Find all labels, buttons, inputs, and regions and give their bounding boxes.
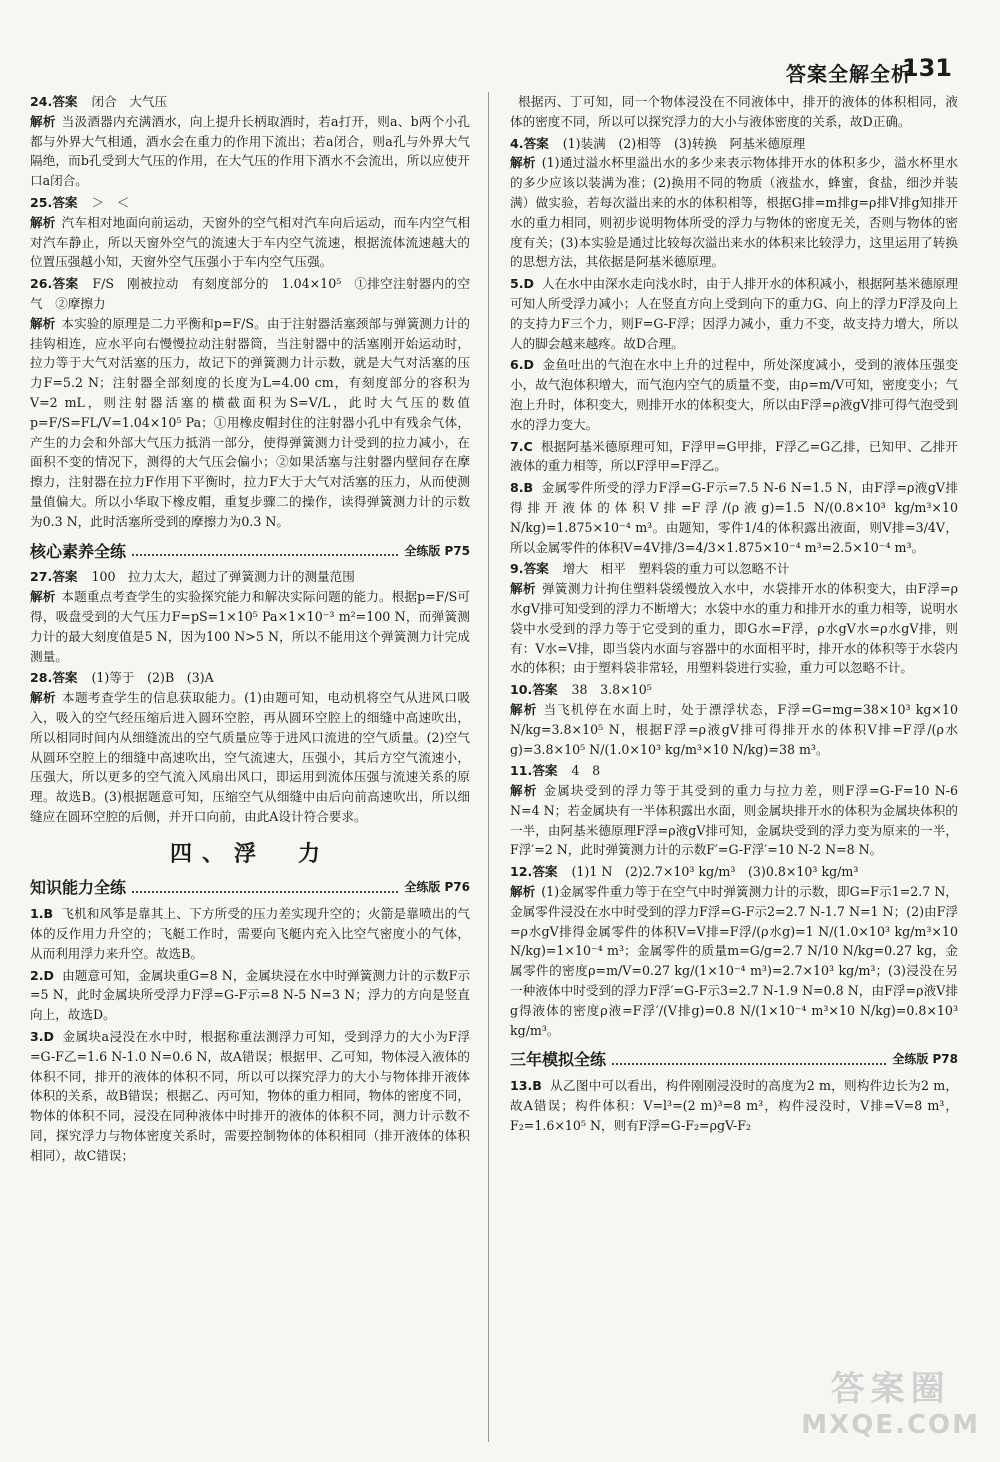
section-header-simulation	[510, 1050, 958, 1070]
header-title: 答案全解全析	[786, 62, 912, 86]
analysis-body: 当飞机停在水面上时，处于漂浮状态，F浮=G=mg=38×10³ kg×10 N/kg=3.8×10⁵ N，根据F浮=ρ液gV排可得排开水的体积V排=F浮/(ρ水g)=3.8×10⁵ N/(1.0×10³ kg/m³×10 N/kg)=38 m³。	[510, 701, 958, 757]
question-number: 12.	[510, 864, 533, 880]
answer-label: 答案	[52, 194, 78, 210]
analysis-text	[30, 112, 470, 191]
question-number: 11.	[510, 763, 533, 779]
analysis-text	[30, 314, 470, 532]
left-bottom-items	[30, 904, 470, 1165]
answer-text: ＞ ＜	[91, 194, 130, 210]
analysis-label: 解析	[30, 315, 56, 331]
question-number: 6.D	[510, 357, 535, 373]
answer-item	[510, 92, 958, 132]
answer-line	[30, 668, 470, 688]
watermark-logo	[801, 1361, 980, 1440]
answer-text: 闭合 大气压	[91, 94, 168, 109]
answer-text: 100 拉力太大，超过了弹簧测力计的测量范围	[91, 569, 355, 585]
answer-label: 答案	[523, 561, 549, 577]
answer-text: (1)1 N (2)2.7×10³ kg/m³ (3)0.8×10³ kg/m³	[571, 864, 859, 880]
answer-item	[30, 966, 470, 1025]
section-title: 核心素养全练	[30, 541, 127, 561]
analysis-text	[510, 153, 958, 272]
page-header	[0, 52, 1000, 86]
answer-item	[30, 1027, 470, 1166]
question-number: 1.B	[30, 906, 54, 922]
question-number: 25.	[30, 194, 53, 210]
page-number: 131	[901, 54, 952, 82]
answer-item	[510, 761, 958, 860]
answer-item	[30, 567, 470, 666]
question-number: 7.C	[510, 438, 533, 454]
answer-line	[30, 274, 470, 314]
analysis-text	[510, 781, 958, 860]
answer-body: 根据阿基米德原理可知，F浮甲=G甲排，F浮乙=G乙排，已知甲、乙排开液体的重力相等，所以F浮甲=F浮乙。	[510, 438, 958, 474]
column-divider	[488, 92, 489, 1442]
answer-item	[30, 193, 470, 272]
analysis-label: 解析	[30, 113, 56, 129]
answer-item	[510, 559, 958, 678]
answer-line	[510, 134, 958, 154]
answer-text: F/S 刚被拉动 有刻度部分的 1.04×10⁵ ①排空注射器内的空气 ②摩擦力	[30, 276, 470, 311]
analysis-label: 解析	[30, 214, 56, 230]
analysis-body: 本题考查学生的信息获取能力。(1)由题可知，电动机将空气从进风口吸入，吸入的空气经压缩后进入圆环空腔，再从圆环空腔上的细缝中高速吹出，所以相同时间内从细缝流出的空气质量应等于进风口流进的空气质量。(2)空气从圆环空腔上的细缝中高速吹出，空气流速大，压强小，其后方空气流速小，压强大，所以更多的空气流入风扇出风口，即运用到流体压强与流速关系的原理。故选B。(3)根据题意可知，压缩空气从细缝中由后向前高速吹出，所以细缝应在圆环空腔的后侧，并开口向前，由此A设计符合要求。	[30, 690, 471, 824]
answer-item	[510, 862, 958, 1040]
analysis-text	[30, 688, 470, 827]
answer-item	[510, 355, 958, 434]
answer-paragraph	[510, 437, 958, 477]
section-ref: 全练版 P78	[892, 1052, 958, 1067]
right-top-items	[510, 92, 958, 1040]
analysis-label: 解析	[30, 690, 57, 706]
analysis-label: 解析	[510, 701, 538, 717]
analysis-label: 解析	[510, 581, 536, 597]
section-ref: 全练版 P76	[404, 880, 470, 895]
section-header-core	[30, 542, 470, 562]
answer-paragraph	[510, 1076, 958, 1135]
answer-line	[30, 193, 470, 213]
analysis-body: (1)通过溢水杯里溢出水的多少来表示物体排开水的体积多少，溢水杯里水的多少应该以装满为准；(2)换用不同的物质（液盐水，蜂蜜，食盐，细沙并装满）做实验，若每次溢出来的水的体积相等，根据G排=m排g=ρ排V排g知排开水的重力相同，则初步说明物体所受的浮力与物体的密度无关，否则与物体的密度有关；(3)本实验是通过比较每次溢出来水的体积来比较浮力，这里运用了转换的思想方法，其依据是阿基米德原理。	[510, 155, 959, 270]
answer-paragraph	[510, 355, 958, 434]
answer-body: 根据丙、丁可知，同一个物体浸没在不同液体中，排开的液体的体积相同，液体的密度不同，所以可以探究浮力的大小与液体密度的关系，故D正确。	[510, 94, 958, 129]
analysis-body: 汽车相对地面向前运动，天窗外的空气相对汽车向后运动，而车内空气相对汽车静止，所以天窗外空气的流速大于车内空气流速，根据流体流速越大的位置压强越小知，天窗外空气压强小于车内空气压强。	[30, 214, 471, 270]
chapter-title: 四、浮 力	[169, 841, 330, 867]
question-number: 4.	[510, 135, 524, 151]
analysis-body: 本实验的原理是二力平衡和p=F/S。由于注射器活塞颈部与弹簧测力计的挂钩相连，应水平向右慢慢拉动注射器筒，当注射器中的活塞刚开始运动时，拉力等于大气对活塞的压力，故记下的弹簧测力计示数，就是大气对活塞的压力F=5.2 N；注射器全部刻度的长度为L=4.00 cm，有刻度部分的容积为V=2 mL，则注射器活塞的横截面积为S=V/L，此时大气压的数值p=F/S=FL/V=1.04×10⁵ Pa；①用橡皮帽封住的注射器小孔中有残余气体，产生的力会和外部大气压力抵消一部分，使得弹簧测力计受到的拉力减小，在面积不变的情况下，测得的大气压会偏小；②如果活塞与注射器内壁间存在摩擦力，注射器在拉力F作用下平衡时，拉力F大于大气对活塞的压力，从而使测量值偏大。所以小华取下橡皮帽，重复步骤二的操作，读得弹簧测力计的示数为0.3 N，此时活塞所受到的摩擦力为0.3 N。	[30, 315, 470, 529]
answer-paragraph	[30, 904, 470, 963]
answer-item	[510, 680, 958, 759]
left-top-items	[30, 92, 470, 532]
answer-paragraph	[510, 92, 958, 132]
question-number: 10.	[510, 682, 533, 698]
answer-body: 人在水中由深水走向浅水时，由于人排开水的体积减小，根据阿基米德原理可知人所受浮力减小；人在竖直方向上受到向下的重力G、向上的浮力F浮及向上的支持力F三个力，则F=G-F浮；因浮力减小，重力不变，故支持力增大，所以人的脚会越来越疼。故D合理。	[510, 276, 958, 351]
analysis-text	[510, 882, 958, 1040]
answer-body: 金属零件所受的浮力F浮=G-F示=7.5 N-6 N=1.5 N，由F浮=ρ液gV排得排开液体的体积V排=F浮/(ρ液g)=1.5 N/(0.8×10³ kg/m³×10 N/kg)=1.875×10⁻⁴ m³。由题知，零件1/4的体积露出液面，则V排=3/4V，所以金属零件的体积V=4V排/3=4/3×1.875×10⁻⁴ m³=2.5×10⁻⁴ m³。	[510, 480, 958, 555]
answer-line	[510, 680, 958, 700]
analysis-text	[510, 700, 958, 759]
left-mid-items	[30, 567, 470, 826]
question-number: 24.	[30, 94, 53, 109]
answer-label: 答案	[523, 135, 549, 151]
answer-item	[30, 92, 470, 191]
answer-text: 4 8	[571, 763, 601, 779]
answer-line	[510, 559, 958, 579]
answer-line	[30, 567, 470, 587]
section-header-knowledge	[30, 878, 470, 898]
answer-label: 答案	[52, 569, 78, 585]
question-number: 28.	[30, 670, 53, 686]
analysis-label: 解析	[510, 155, 536, 171]
question-number: 9.	[510, 561, 524, 577]
answer-text: (1)装满 (2)相等 (3)转换 阿基米德原理	[562, 135, 806, 151]
answer-label: 答案	[532, 864, 558, 880]
question-number: 13.B	[510, 1078, 542, 1094]
section-dots	[132, 554, 398, 556]
answer-line	[510, 761, 958, 781]
answer-paragraph	[510, 478, 958, 557]
answer-item	[30, 904, 470, 963]
question-number: 26.	[30, 276, 53, 292]
answer-item	[510, 437, 958, 477]
answer-item	[510, 1076, 958, 1135]
right-bottom-items	[510, 1076, 958, 1135]
question-number: 3.D	[30, 1029, 55, 1045]
watermark-line1: 答案圈	[830, 1369, 951, 1409]
analysis-label: 解析	[510, 884, 536, 900]
answer-label: 答案	[52, 94, 78, 109]
analysis-body: (1)金属零件重力等于在空气中时弹簧测力计的示数，即G=F示1=2.7 N，金属零件浸没在水中时受到的浮力F浮=G-F示2=2.7 N-1.7 N=1 N；(2)由F浮=ρ水gV排得金属零件的体积V=V排=F浮/(ρ水g)=1 N/(1.0×10³ kg/m³×10 N/kg)=1×10⁻⁴ m³；金属零件的质量m=G/g=2.7 N/10 N/kg=0.27 kg，金属零件的密度ρ=m/V=0.27 kg/(1×10⁻⁴ m³)=2.7×10³ kg/m³；(3)浸没在另一种液体中时受到的浮力F浮′=G-F示3=2.7 N-1.9 N=0.8 N，由F浮=ρ液V排g得液体的密度ρ液=F浮′/(V排g)=0.8 N/(1×10⁻⁴ m³×10 N/kg)=0.8×10³ kg/m³。	[510, 884, 958, 1038]
answer-label: 答案	[52, 670, 78, 686]
section-title: 知识能力全练	[30, 878, 127, 898]
answer-body: 从乙图中可以看出，构件刚刚浸没时的高度为2 m，则构件边长为2 m，故A错误；构件体积：V=l³=(2 m)³=8 m³，构件浸没时，V排=V=8 m³，F₂=1.6×10⁵ N，则有F浮=G-F₂=ρgV-F₂	[510, 1078, 958, 1133]
analysis-body: 本题重点考查学生的实验探究能力和解决实际问题的能力。根据p=F/S可得，吸盘受到的大气压力F=pS=1×10⁵ Pa×1×10⁻³ m²=100 N，而弹簧测力计的最大刻度值是5 N，因为100 N>5 N，所以不能用这个弹簧测力计完成测量。	[30, 589, 470, 664]
question-number: 2.D	[30, 967, 55, 983]
analysis-body: 当汲酒器内充满酒水，向上提升长柄取酒时，若a打开，则a、b两个小孔都与外界大气相通，酒水会在重力的作用下流出；若a闭合，则a孔与外界大气隔绝，而b孔受到大气压的作用，在大气压的作用下酒水不会流出，所以应使开口a闭合。	[30, 113, 470, 189]
section-dots	[612, 1063, 886, 1065]
analysis-text	[30, 587, 470, 666]
answer-line	[30, 92, 470, 112]
question-number: 8.B	[510, 480, 534, 496]
question-number: 27.	[30, 569, 53, 585]
analysis-text	[30, 213, 470, 272]
answer-body: 金属块a浸没在水中时，根据称重法测浮力可知，受到浮力的大小为F浮=G-F乙=1.6 N-1.0 N=0.6 N，故A错误；根据甲、乙可知，物体浸入液体的体积不同，排开的液体的体积不同，所以可以探究浮力的大小与物体排开液体体积的关系，故B错误；根据乙、丙可知，物体的重力相同，物体的密度不同，物体的体积不同，浸没在同种液体中时排开的液体的体积不同，测力计示数不同，探究浮力与物体密度关系时，需要控制物体的体积相同（排开液体的体积相同），故C错误；	[30, 1029, 470, 1163]
answer-text: 38 3.8×10⁵	[571, 682, 652, 698]
answer-text: 增大 相平 塑料袋的重力可以忽略不计	[562, 561, 790, 577]
answer-body: 由题意可知，金属块重G=8 N，金属块浸在水中时弹簧测力计的示数F示=5 N，此时金属块所受浮力F浮=G-F示=8 N-5 N=3 N；浮力的方向是竖直向上，故选D。	[30, 967, 470, 1023]
analysis-body: 金属块受到的浮力等于其受到的重力与拉力差，则F浮=G-F=10 N-6 N=4 N；若金属块有一半体积露出水面，则金属块排开水的体积为金属块体积的一半，由阿基米德原理F浮=ρ液gV排可知，金属块受到的浮力变为原来的一半，F浮′=2 N，此时弹簧测力计的示数F′=G-F浮′=10 N-2 N=8 N。	[510, 783, 958, 858]
answer-label: 答案	[532, 763, 558, 779]
analysis-body: 弹簧测力计拘住塑料袋缓慢放入水中，水袋排开水的体积变大，由F浮=ρ水gV排可知受到的浮力不断增大；水袋中水的重力和排开水的重力相等，说明水袋中水受到的浮力等于它受到的重力，即G水=F浮，ρ水gV水=ρ水gV排，则有：V水=V排，即当袋内水面与容器中的水面相平时，排开水的体积等于水袋内水的体积；由于塑料袋非常轻，用塑料袋进行实验，重力可以忽略不计。	[510, 581, 958, 676]
answer-text: (1)等于 (2)B (3)A	[91, 670, 214, 686]
answer-item	[30, 274, 470, 531]
right-column	[510, 92, 958, 1138]
answer-paragraph	[30, 966, 470, 1025]
answer-item	[30, 668, 470, 826]
answer-item	[510, 274, 958, 353]
section-title: 三年模拟全练	[510, 1050, 607, 1070]
section-dots	[132, 891, 398, 893]
answer-label: 答案	[532, 682, 558, 698]
left-column	[30, 92, 470, 1168]
watermark-line2: MXQE.COM	[801, 1410, 980, 1440]
analysis-label: 解析	[510, 783, 538, 799]
answer-line	[510, 862, 958, 882]
answer-label: 答案	[52, 276, 79, 292]
section-ref: 全练版 P75	[404, 543, 470, 558]
answer-item	[510, 134, 958, 273]
answer-paragraph	[510, 274, 958, 353]
answer-body: 金鱼吐出的气泡在水中上升的过程中，所处深度减小，受到的液体压强变小，故气泡体积增大，而气泡内空气的质量不变，由ρ=m/V可知，密度变小；气泡上升时，体积变大，则排开水的体积变大，所以由F浮=ρ液gV排可得气泡受到水的浮力变大。	[510, 357, 958, 432]
answer-body: 飞机和风筝是靠其上、下方所受的压力差实现升空的；火箭是靠喷出的气体的反作用力升空的；飞艇工作时，需要向飞艇内充入比空气密度小的气体，从而利用浮力来升空。故选B。	[30, 906, 470, 961]
answer-item	[510, 478, 958, 557]
analysis-label: 解析	[30, 589, 56, 605]
analysis-text	[510, 579, 958, 678]
question-number: 5.D	[510, 276, 535, 292]
answer-paragraph	[30, 1027, 470, 1166]
